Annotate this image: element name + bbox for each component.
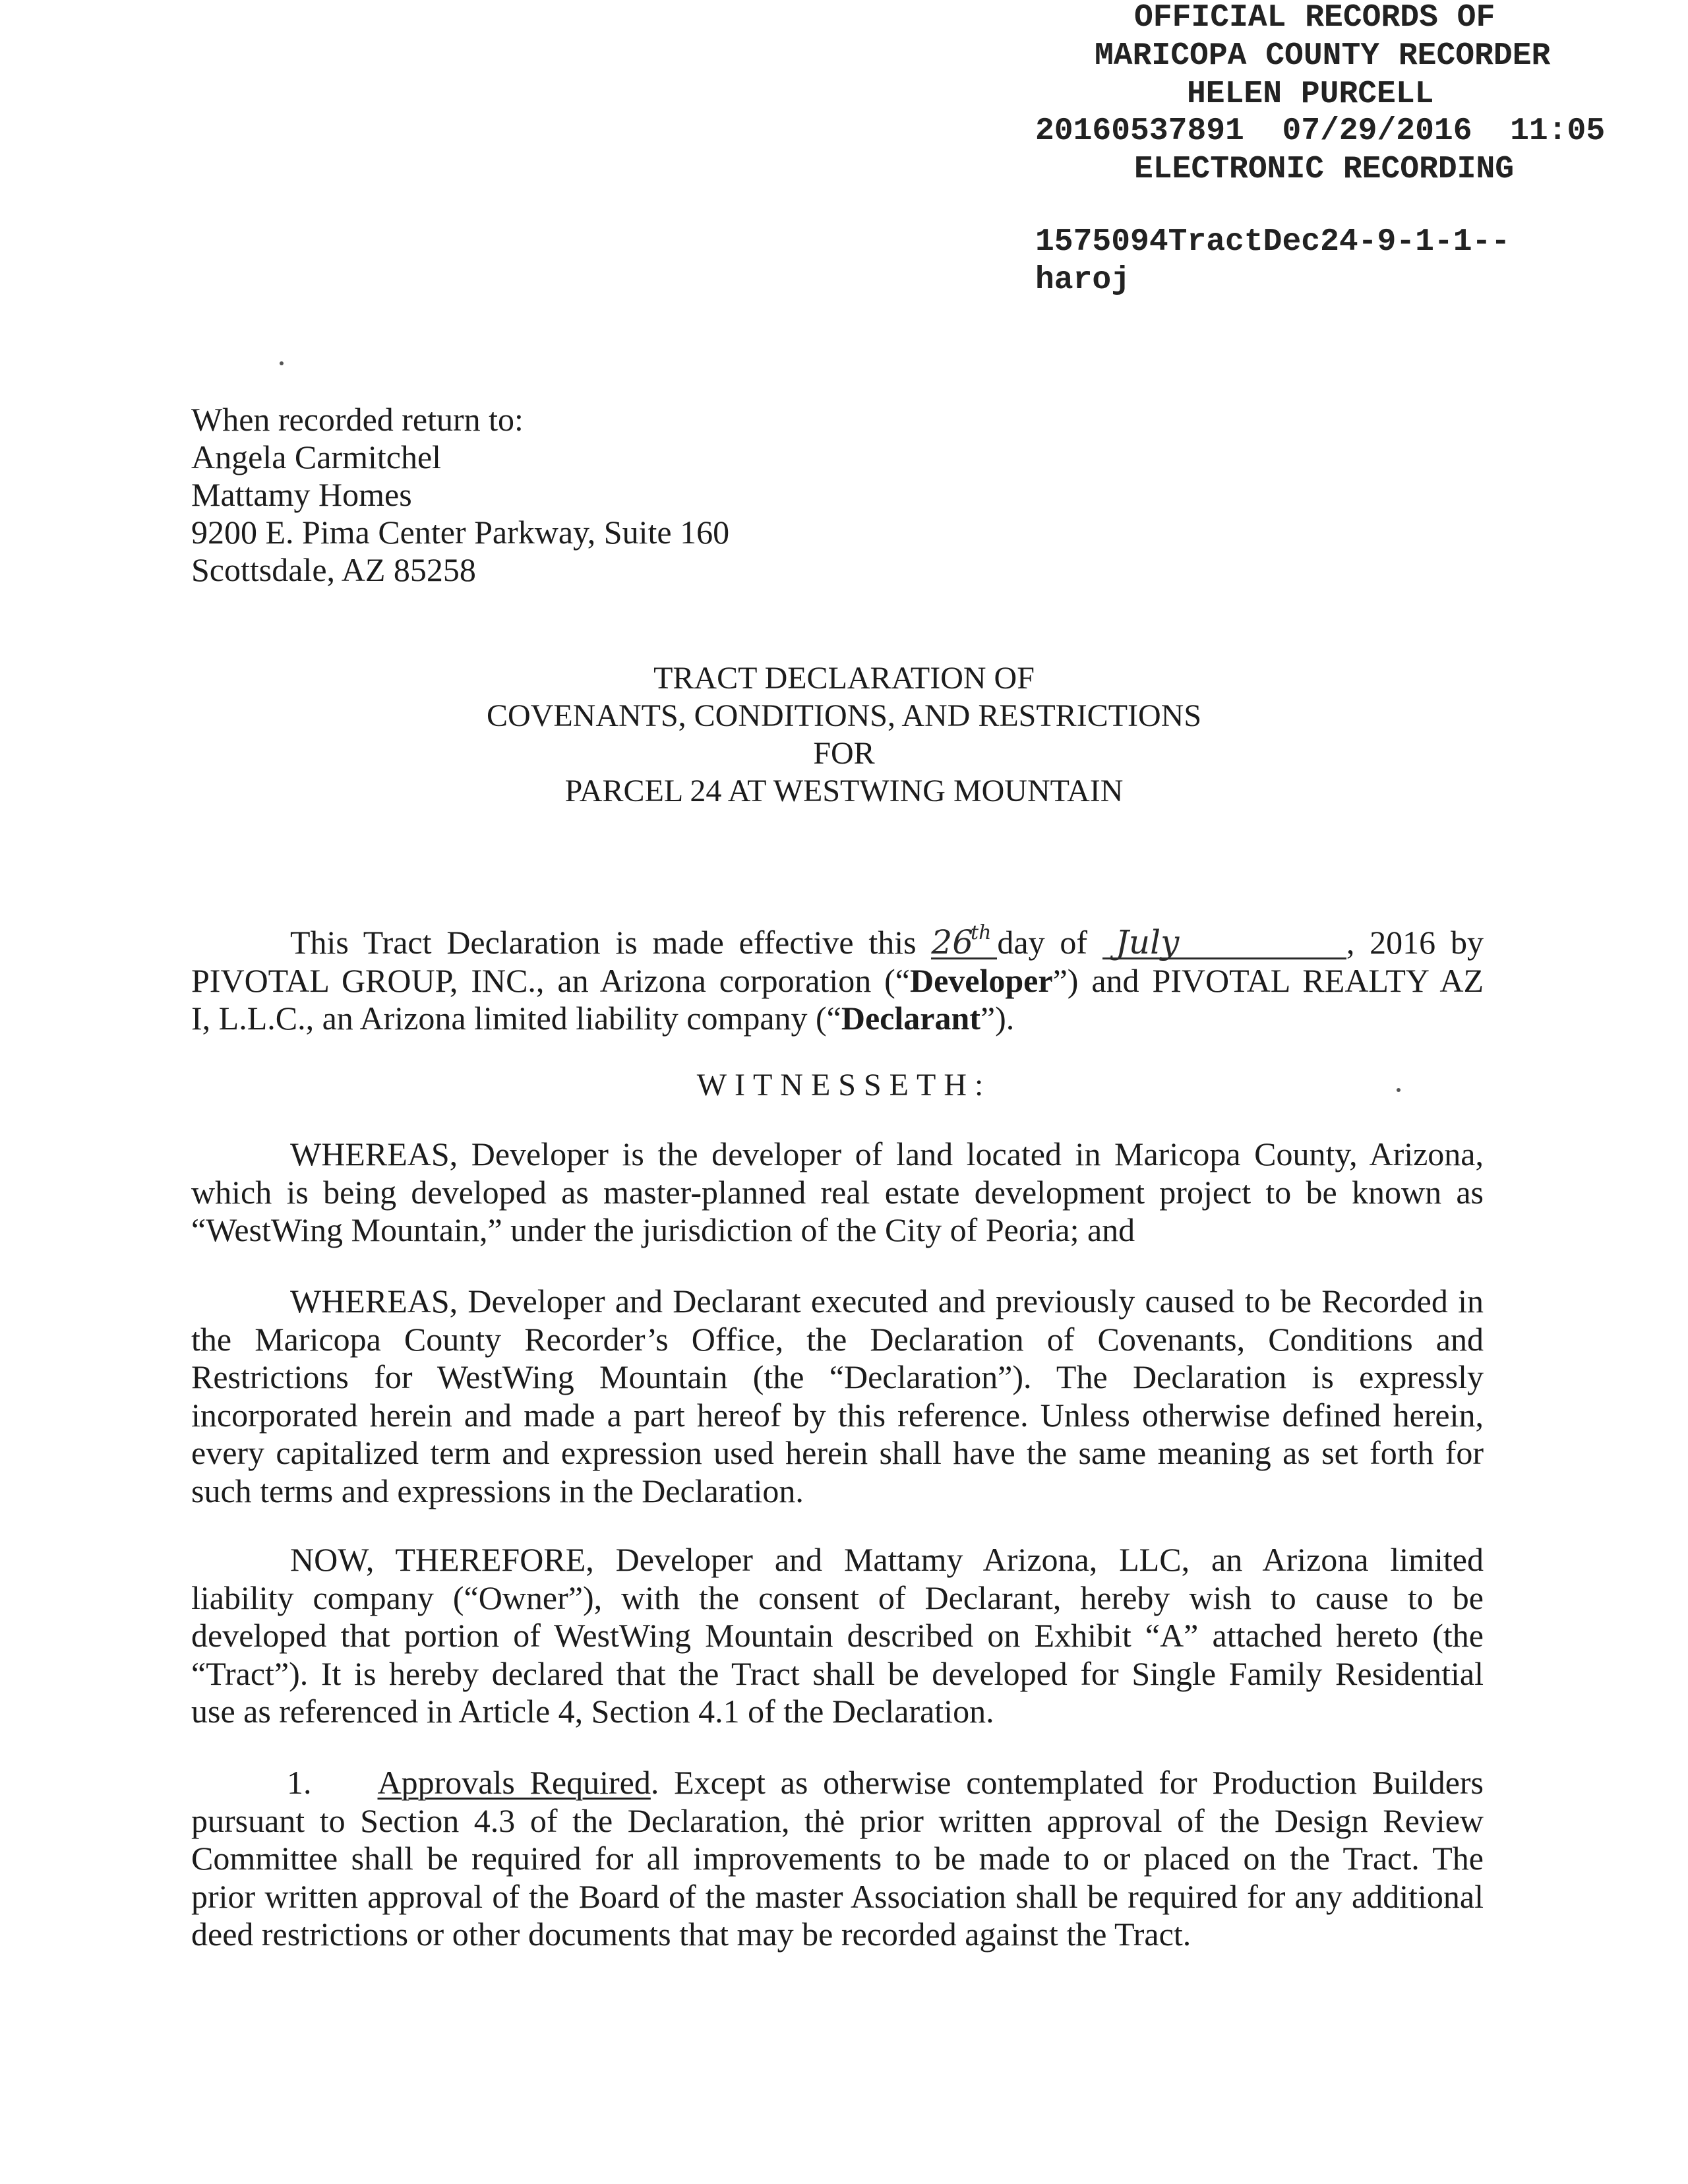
scan-speck (1397, 1088, 1401, 1092)
return-company: Mattamy Homes (191, 476, 412, 513)
paragraph-line: 1. Approvals Required. Except as otherwise contemplated for Production Builders (287, 1764, 1484, 1801)
paragraph-line: prior written approval of the Board of the master Association shall be required for any additional (191, 1877, 1484, 1915)
intro-line-1: This Tract Declaration is made effective this 26th day of July , 2016 by (191, 918, 1484, 962)
paragraph-line: Committee shall be required for all improvements to be made to or placed on the Tract. The (191, 1840, 1484, 1877)
paragraph-line: such terms and expressions in the Declaration. (191, 1472, 804, 1509)
title-line-4: PARCEL 24 AT WESTWING MOUNTAIN (564, 774, 1124, 808)
day-field: 26th (931, 918, 997, 959)
stamp-line-7: haroj (1035, 262, 1131, 298)
paragraph-line: Restrictions for WestWing Mountain (the “Declaration”). The Declaration is expressly (191, 1358, 1484, 1395)
month-field: July (1102, 927, 1346, 959)
whereas-paragraph-2 (191, 1283, 1484, 1510)
return-city: Scottsdale, AZ 85258 (191, 551, 476, 588)
declarant-term: Declarant (841, 1000, 980, 1037)
intro-line-3: I, L.L.C., an Arizona limited liability company (“Declarant”). (191, 1000, 1015, 1037)
paragraph-line: WHEREAS, Developer is the developer of land located in Maricopa County, Arizona, (290, 1136, 1484, 1172)
stamp-line-2: MARICOPA COUNTY RECORDER (1095, 38, 1551, 74)
intro-paragraph (191, 918, 1484, 1038)
paragraph-line: WHEREAS, Developer and Declarant executed and previously caused to be Recorded in (290, 1283, 1484, 1320)
title-line-3: FOR (813, 736, 875, 771)
paragraph-line: the Maricopa County Recorder’s Office, the Declaration of Covenants, Conditions and (191, 1320, 1484, 1358)
section-number: 1. (287, 1764, 312, 1801)
document-title (0, 659, 1688, 810)
title-line-2: COVENANTS, CONDITIONS, AND RESTRICTIONS (486, 698, 1202, 733)
return-street: 9200 E. Pima Center Parkway, Suite 160 (191, 514, 730, 551)
stamp-line-5: ELECTRONIC RECORDING (1134, 152, 1515, 187)
title-line-1: TRACT DECLARATION OF (653, 661, 1035, 696)
section-1-approvals (191, 1764, 1484, 1954)
intro-line-2: PIVOTAL GROUP, INC., an Arizona corporation (“Developer”) and PIVOTAL REALTY AZ (191, 961, 1484, 999)
paragraph-line: every capitalized term and expression used herein shall have the same meaning as set forth for (191, 1434, 1484, 1471)
return-name: Angela Carmitchel (191, 439, 442, 475)
paragraph-line: which is being developed as master-planned real estate development project to be known as (191, 1173, 1484, 1211)
paragraph-line: “Tract”). It is hereby declared that the Tract shall be developed for Single Family Residential (191, 1654, 1484, 1692)
scan-speck (280, 361, 284, 365)
return-label: When recorded return to: (191, 401, 524, 438)
paragraph-line: incorporated herein and made a part hereof by this reference. Unless otherwise defined herein, (191, 1396, 1484, 1434)
paragraph-line: deed restrictions or other documents that may be recorded against the Tract. (191, 1916, 1191, 1953)
paragraph-line: NOW, THEREFORE, Developer and Mattamy Arizona, LLC, an Arizona limited (290, 1541, 1484, 1578)
paragraph-line: use as referenced in Article 4, Section 4.1 of the Declaration. (191, 1693, 994, 1730)
developer-term: Developer (909, 961, 1053, 999)
stamp-line-1: OFFICIAL RECORDS OF (1134, 0, 1495, 36)
return-address-block (191, 401, 729, 589)
paragraph-line: developed that portion of WestWing Mountain described on Exhibit “A” attached hereto (the (191, 1617, 1484, 1654)
whereas-paragraph-1 (191, 1136, 1484, 1250)
now-therefore-paragraph (191, 1541, 1484, 1731)
section-heading: Approvals Required (377, 1764, 651, 1801)
paragraph-line: pursuant to Section 4.3 of the Declaration, thė prior written approval of the Design Review (191, 1802, 1484, 1839)
stamp-line-4: 20160537891 07/29/2016 11:05 (1035, 113, 1606, 149)
stamp-line-3: HELEN PURCELL (1187, 76, 1434, 112)
witnesseth-heading: WITNESSETH: (696, 1068, 992, 1103)
paragraph-line: liability company (“Owner”), with the consent of Declarant, hereby wish to cause to be (191, 1579, 1484, 1616)
stamp-line-6: 1575094TractDec24-9-1-1-- (1035, 224, 1511, 260)
paragraph-line: “WestWing Mountain,” under the jurisdiction of the City of Peoria; and (191, 1211, 1135, 1248)
